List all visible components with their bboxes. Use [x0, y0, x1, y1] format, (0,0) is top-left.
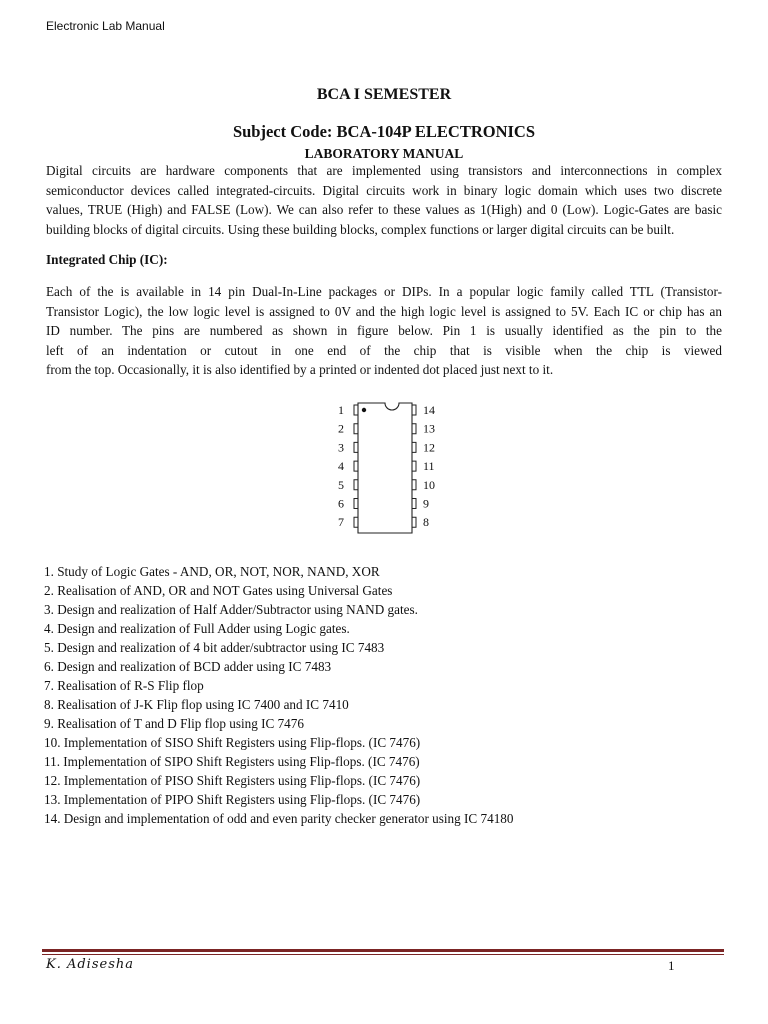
left-pin-label: 5 — [338, 477, 344, 492]
right-pin-label: 13 — [423, 421, 435, 436]
left-pin-label: 4 — [338, 459, 344, 474]
ic-line: Transistor Logic), the low logic level is assigned to 0V and the high logic level is assigned to 5V. Each IC or chip has an — [46, 303, 722, 319]
experiment-item: 6. Design and realization of BCD adder using IC 7483 — [44, 659, 332, 674]
left-pin-label: 2 — [338, 421, 344, 436]
intro-line: values, TRUE (High) and FALSE (Low). We can also refer to these values as 1(High) and 0 (Low). Logic-Gates are basic — [46, 202, 722, 217]
ic-line: ID number. The pins are numbered as shown in figure below. Pin 1 is usually identified as the pin to the — [46, 323, 722, 338]
experiment-item: 5. Design and realization of 4 bit adder/subtractor using IC 7483 — [44, 640, 385, 655]
right-pin-label: 14 — [423, 403, 435, 417]
right-pin — [412, 424, 416, 434]
ic-line: left of an indentation or cutout in one end of the chip that is visible when the chip is viewed — [46, 342, 722, 358]
ic-paragraph — [46, 282, 722, 380]
right-pin — [412, 442, 416, 452]
experiment-list — [44, 562, 724, 828]
right-pin — [412, 405, 416, 415]
right-pin-label: 10 — [423, 477, 435, 492]
experiment-item: 11. Implementation of SIPO Shift Registers using Flip-flops. (IC 7476) — [44, 754, 420, 769]
running-header: Electronic Lab Manual — [46, 19, 165, 33]
left-pin — [354, 405, 358, 415]
manual-subtitle: LABORATORY MANUAL — [304, 146, 464, 161]
left-pin — [354, 424, 358, 434]
intro-paragraph — [46, 161, 722, 239]
semester-title: BCA I SEMESTER — [316, 86, 452, 103]
right-pin — [412, 517, 416, 527]
left-pin-label: 3 — [338, 440, 344, 455]
left-pin-label: 6 — [338, 496, 344, 511]
experiment-item: 9. Realisation of T and D Flip flop using IC 7476 — [44, 716, 304, 731]
intro-line: semiconductor devices called integrated-circuits. Digital circuits work in binary logic domain which uses two discrete — [46, 182, 722, 198]
footer-author: K. Adisesha — [46, 957, 135, 972]
page-number: 1 — [668, 958, 675, 973]
intro-line: building blocks of digital circuits. Using these building blocks, complex functions or larger digital circuits can be built. — [46, 221, 675, 237]
left-pin — [354, 480, 358, 490]
chip-body — [358, 403, 412, 533]
experiment-item: 4. Design and realization of Full Adder using Logic gates. — [44, 621, 350, 636]
left-pin-label: 7 — [338, 515, 344, 530]
left-pin — [354, 442, 358, 452]
ic-pinout-diagram — [330, 399, 450, 544]
subject-code-title: Subject Code: BCA-104P ELECTRONICS — [232, 122, 536, 141]
footer-rule-thin — [42, 954, 724, 955]
ic-line: from the top. Occasionally, it is also identified by a printed or indented dot placed just next to it. — [46, 362, 554, 377]
pin1-dot — [362, 408, 366, 412]
experiment-item: 2. Realisation of AND, OR and NOT Gates using Universal Gates — [44, 583, 393, 598]
experiment-item: 8. Realisation of J-K Flip flop using IC 7400 and IC 7410 — [44, 697, 349, 712]
right-pin-label: 11 — [423, 459, 435, 474]
experiment-item: 7. Realisation of R-S Flip flop — [44, 678, 204, 693]
experiment-item: 12. Implementation of PISO Shift Registers using Flip-flops. (IC 7476) — [44, 773, 421, 788]
left-pin — [354, 517, 358, 527]
intro-line: Digital circuits are hardware components that are implemented using transistors and interconnections in complex — [46, 163, 722, 178]
left-pin — [354, 461, 358, 471]
ic-section-heading: Integrated Chip (IC): — [46, 252, 168, 267]
ic-line: Each of the is available in 14 pin Dual-In-Line packages or DIPs. In a popular logic family called TTL (Transistor- — [46, 284, 722, 299]
experiment-item: 10. Implementation of SISO Shift Registers using Flip-flops. (IC 7476) — [44, 735, 421, 750]
right-pin — [412, 499, 416, 509]
right-pin-label: 12 — [423, 440, 435, 455]
right-pin-label: 9 — [423, 496, 429, 511]
experiment-item: 1. Study of Logic Gates - AND, OR, NOT, NOR, NAND, XOR — [44, 564, 380, 579]
experiment-item: 3. Design and realization of Half Adder/Subtractor using NAND gates. — [44, 602, 418, 617]
right-pin — [412, 461, 416, 471]
experiment-item: 14. Design and implementation of odd and even parity checker generator using IC 74180 — [44, 811, 514, 826]
dip-chip-svg — [330, 399, 450, 539]
experiment-item: 13. Implementation of PIPO Shift Registers using Flip-flops. (IC 7476) — [44, 792, 421, 807]
footer-rule — [42, 949, 724, 952]
right-pin — [412, 480, 416, 490]
left-pin — [354, 499, 358, 509]
right-pin-label: 8 — [423, 515, 429, 530]
left-pin-label: 1 — [338, 403, 344, 417]
